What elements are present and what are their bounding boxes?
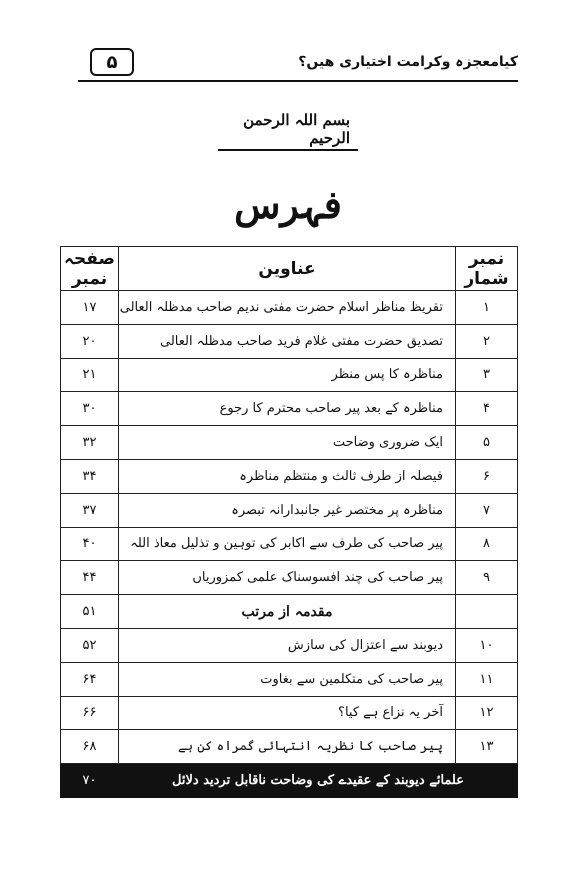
row-title: ایک ضروری وضاحت <box>119 426 456 460</box>
table-row <box>61 392 518 426</box>
row-title: پیر صاحب کی چند افسوسناک علمی کمزوریاں <box>119 561 456 595</box>
row-page: ۳۰ <box>61 392 119 426</box>
table-row <box>61 628 518 662</box>
highlighted-row-page: ۷۰ <box>61 764 119 798</box>
row-number: ۳ <box>456 358 518 392</box>
row-title: پیر صاحب کا نظریہ انتہائی گمراہ کن ہے <box>119 730 456 764</box>
row-title: تقریظ مناظر اسلام حضرت مفتی ندیم صاحب مدظلہ العالی <box>119 291 456 325</box>
row-number: ۸ <box>456 527 518 561</box>
table-row <box>61 527 518 561</box>
table-row <box>61 730 518 764</box>
row-page: ۶۶ <box>61 696 119 730</box>
row-title: فیصلہ از طرف ثالث و منتظم مناظرہ <box>119 459 456 493</box>
row-number: ۷ <box>456 493 518 527</box>
row-page: ۳۷ <box>61 493 119 527</box>
header-rule <box>78 80 518 82</box>
row-number: ۱ <box>456 291 518 325</box>
table-row <box>61 426 518 460</box>
row-title: مناظرہ پر مختصر غیر جانبدارانہ تبصرہ <box>119 493 456 527</box>
table-row <box>61 459 518 493</box>
row-title: مناظرہ کا پس منظر <box>119 358 456 392</box>
table-row <box>61 291 518 325</box>
row-page: ۳۴ <box>61 459 119 493</box>
header-number: نمبر شمار <box>456 247 518 291</box>
highlighted-row-title: علمائے دیوبند کے عقیدے کی وضاحت ناقابل تردید دلائل <box>119 764 518 798</box>
table-row <box>61 324 518 358</box>
table-row <box>61 493 518 527</box>
row-page: ۵۲ <box>61 628 119 662</box>
table-row <box>61 358 518 392</box>
row-page: ۶۴ <box>61 662 119 696</box>
row-number: ۱۳ <box>456 730 518 764</box>
row-number: ۴ <box>456 392 518 426</box>
row-page: ۱۷ <box>61 291 119 325</box>
row-page: ۶۸ <box>61 730 119 764</box>
header-title: عناوین <box>119 247 456 291</box>
running-title: کیامعجزہ وکرامت اختیاری ھیں؟ <box>298 54 518 70</box>
row-number-empty <box>456 595 518 629</box>
table-header-row <box>61 247 518 291</box>
row-title: دیوبند سے اعتزال کی سازش <box>119 628 456 662</box>
row-page: ۴۰ <box>61 527 119 561</box>
row-title: تصدیق حضرت مفتی غلام فرید صاحب مدظلہ العالی <box>119 324 456 358</box>
row-page: ۵۱ <box>61 595 119 629</box>
row-page: ۳۲ <box>61 426 119 460</box>
table-row <box>61 662 518 696</box>
row-number: ۱۱ <box>456 662 518 696</box>
row-number: ۱۰ <box>456 628 518 662</box>
row-title: آخر یہ نزاع ہے کیا؟ <box>119 696 456 730</box>
table-row <box>61 561 518 595</box>
index-title: فہرس <box>234 181 342 227</box>
row-number: ۲ <box>456 324 518 358</box>
page-number-box: ۵ <box>90 48 134 76</box>
highlighted-row <box>61 764 518 798</box>
row-page: ۲۰ <box>61 324 119 358</box>
table-row <box>61 696 518 730</box>
row-page: ۲۱ <box>61 358 119 392</box>
row-number: ۱۲ <box>456 696 518 730</box>
section-heading: مقدمہ از مرتب <box>119 595 456 629</box>
bismillah-text: بسم اللہ الرحمن الرحیم <box>218 105 358 151</box>
row-page: ۴۴ <box>61 561 119 595</box>
row-number: ۵ <box>456 426 518 460</box>
section-heading-row <box>61 595 518 629</box>
table-of-contents <box>60 246 518 798</box>
row-title: پیر صاحب کی متکلمین سے بغاوت <box>119 662 456 696</box>
header-page: صفحہ نمبر <box>61 247 119 291</box>
row-title: مناظرہ کے بعد پیر صاحب محترم کا رجوع <box>119 392 456 426</box>
row-number: ۶ <box>456 459 518 493</box>
row-title: پیر صاحب کی طرف سے اکابر کی توہین و تذلیل معاذ اللہ <box>119 527 456 561</box>
page-header <box>78 48 518 78</box>
bismillah-calligraphy <box>218 100 358 156</box>
row-number: ۹ <box>456 561 518 595</box>
